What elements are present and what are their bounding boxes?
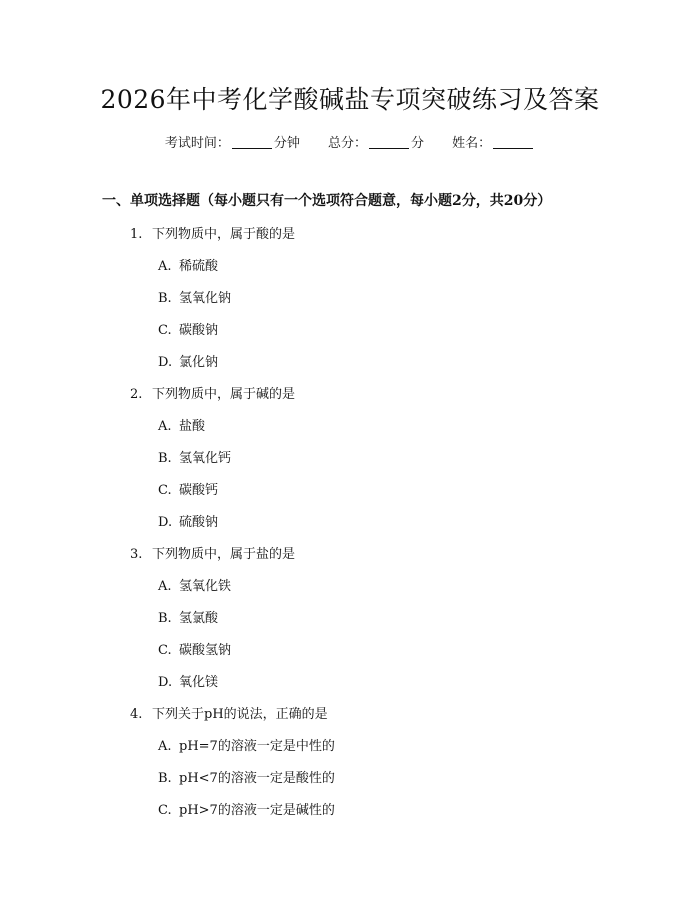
document-title: 2026年中考化学酸碱盐专项突破练习及答案 xyxy=(100,85,600,114)
option-2d xyxy=(158,511,218,530)
option-1a xyxy=(158,255,218,274)
option-letter: D. xyxy=(158,675,173,690)
score-unit: 分 xyxy=(411,136,425,151)
option-3d xyxy=(158,671,218,690)
question-text: 下列关于pH的说法，正确的是 xyxy=(152,707,328,722)
question-text: 下列物质中，属于盐的是 xyxy=(152,547,296,562)
option-2a xyxy=(158,415,205,434)
option-letter: D. xyxy=(158,515,173,530)
option-1b xyxy=(158,287,231,306)
option-text: 盐酸 xyxy=(179,419,206,434)
option-3a xyxy=(158,575,231,594)
option-text: 碳酸钙 xyxy=(179,483,219,498)
option-3b xyxy=(158,607,218,626)
question-2 xyxy=(130,383,295,402)
option-2b xyxy=(158,447,231,466)
question-number: 1. xyxy=(130,227,143,242)
option-letter: C. xyxy=(158,643,172,658)
section-heading: 一、单项选择题（每小题只有一个选项符合题意，每小题2分，共20分） xyxy=(102,193,552,209)
option-letter: A. xyxy=(158,579,172,594)
question-number: 3. xyxy=(130,547,143,562)
question-text: 下列物质中，属于碱的是 xyxy=(152,387,296,402)
option-text: 稀硫酸 xyxy=(179,259,219,274)
option-text: 氢氧化钙 xyxy=(179,451,232,466)
exam-meta xyxy=(0,132,700,151)
option-3c xyxy=(158,639,231,658)
time-unit: 分钟 xyxy=(273,136,300,151)
question-1 xyxy=(130,223,295,242)
option-letter: C. xyxy=(158,323,172,338)
score-blank xyxy=(369,136,409,149)
option-letter: C. xyxy=(158,803,172,818)
question-number: 4. xyxy=(130,707,143,722)
option-text: 碳酸钠 xyxy=(179,323,219,338)
option-letter: B. xyxy=(158,771,172,786)
option-letter: B. xyxy=(158,611,172,626)
option-text: pH>7的溶液一定是碱性的 xyxy=(179,803,335,818)
question-text: 下列物质中，属于酸的是 xyxy=(152,227,296,242)
option-1d xyxy=(158,351,218,370)
question-number: 2. xyxy=(130,387,143,402)
option-text: 氢氧化铁 xyxy=(179,579,232,594)
question-4 xyxy=(130,703,328,722)
option-4c xyxy=(158,799,335,818)
time-label: 考试时间： xyxy=(164,136,230,151)
name-field xyxy=(452,132,535,151)
option-2c xyxy=(158,479,218,498)
option-text: 硫酸钠 xyxy=(179,515,219,530)
name-blank xyxy=(493,136,533,149)
time-blank xyxy=(232,136,272,149)
option-text: 氢氯酸 xyxy=(179,611,219,626)
option-letter: D. xyxy=(158,355,173,370)
score-field xyxy=(328,132,424,151)
option-letter: A. xyxy=(158,419,172,434)
option-letter: A. xyxy=(158,259,172,274)
option-letter: C. xyxy=(158,483,172,498)
option-letter: A. xyxy=(158,739,172,754)
question-3 xyxy=(130,543,295,562)
option-text: pH=7的溶液一定是中性的 xyxy=(179,739,335,754)
option-text: 碳酸氢钠 xyxy=(179,643,232,658)
option-text: 氢氧化钠 xyxy=(179,291,232,306)
name-label: 姓名： xyxy=(452,136,492,151)
option-text: 氧化镁 xyxy=(179,675,219,690)
option-4a xyxy=(158,735,335,754)
option-letter: B. xyxy=(158,291,172,306)
option-letter: B. xyxy=(158,451,172,466)
score-label: 总分： xyxy=(327,136,367,151)
option-text: 氯化钠 xyxy=(179,355,219,370)
option-1c xyxy=(158,319,218,338)
option-text: pH<7的溶液一定是酸性的 xyxy=(179,771,335,786)
time-field xyxy=(165,132,300,151)
option-4b xyxy=(158,767,335,786)
